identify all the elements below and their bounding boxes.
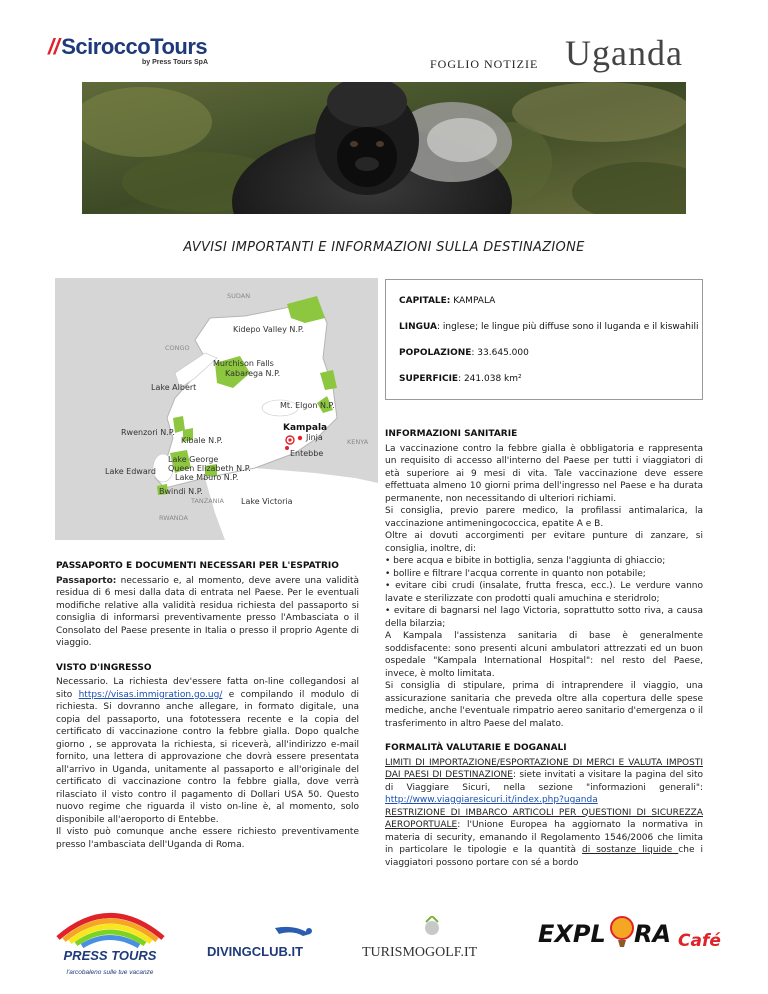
foglio-notizie-label: FOGLIO NOTIZIE xyxy=(430,57,539,71)
turismogolf-text: TURISMOGOLF.IT xyxy=(362,945,478,960)
health-paragraph-1: La vaccinazione contro la febbre gialla è obbligatoria e rappresenta un requisito di accesso all'interno del Paese per tutti i viaggiatori di età superiore ai 9 mesi di vita. Tale vaccinazione deve essere effettuata almeno 10 giorni prima dell'ingresso nel Paese e ha durata permanente, non necessitando di ulteriori richiami. xyxy=(385,443,703,504)
customs-paragraph-2: RESTRIZIONE DI IMBARCO ARTICOLI PER QUESTIONI DI SICUREZZA AEROPORTUALE: l'Unione Europea ha aggiornato la normativa in materia di security, emanando il Regolamento 1546/2006 che limita in particolare le tipologie e la quantità di sostanze liquide che i viaggiatori possono portare con sé a bordo xyxy=(385,807,703,868)
map-label-lake-george: Lake George xyxy=(168,455,219,464)
health-paragraph-2: Si consiglia, previo parere medico, la profilassi antimalarica, la vaccinazione antimeningococcica, epatite A e B. xyxy=(385,506,703,529)
map-label-kampala: Kampala xyxy=(283,423,328,433)
map-label-bwindi: Bwindi N.P. xyxy=(159,487,203,496)
balloon-icon xyxy=(611,917,633,939)
explora-text-2: RA xyxy=(634,920,672,948)
press-tours-logo xyxy=(48,898,173,980)
explora-text-3: Café xyxy=(678,931,721,951)
sciroccotours-logo xyxy=(48,34,208,74)
visa-heading: VISTO D'INGRESSO xyxy=(56,662,152,673)
customs-paragraph-1: LIMITI DI IMPORTAZIONE/ESPORTAZIONE DI MERCI E VALUTA IMPOSTI DAI PAESI DI DESTINAZIONE: siete invitati a visitare la pagina del sito di Viaggiare Sicuri, nella sezione "informazioni generali": http://www.viaggiaresicuri.it/index.php?uganda xyxy=(385,757,703,805)
passport-heading: PASSAPORTO E DOCUMENTI NECESSARI PER L'ESPATRIO xyxy=(56,561,339,571)
map-label-queen-elizabeth: Queen Elizabeth N.P. xyxy=(168,464,251,473)
health-bullet-4: • evitare di bagnarsi nel lago Victoria, soprattutto sotto riva, a causa della bilarzia; xyxy=(385,606,703,629)
health-paragraph-5: Si consiglia di stipulare, prima di intraprendere il viaggio, una assicurazione sanitaria che preveda oltre alla copertura delle spese mediche, anche l'eventuale rimpatrio aereo sanitario d'emergenza o il trasferimento in altro Paese del malato. xyxy=(385,681,703,729)
logo-mark-icon: // xyxy=(48,34,60,59)
map-label-rwanda: RWANDA xyxy=(159,514,188,522)
logo-sub-text: by Press Tours SpA xyxy=(142,59,209,66)
map-label-jinja: Jinja xyxy=(306,433,323,442)
map-label-elgon: Mt. Elgon N.P. xyxy=(280,401,335,410)
fact-lingua: LINGUA: inglese; le lingue più diffuse sono il luganda e il kiswahili xyxy=(399,322,699,332)
right-column xyxy=(385,428,703,881)
press-tours-tagline: l'arcobaleno sulle tue vacanze xyxy=(66,969,154,976)
kampala-dot xyxy=(288,438,291,441)
visa-section xyxy=(56,662,359,852)
health-bullet-3: • evitare cibi crudi (insalate, frutta fresca, ecc.). Le verdure vanno lavate e sterilizzate con prodotti quali amuchina e steridrolo; xyxy=(385,581,703,604)
map-label-lake-victoria: Lake Victoria xyxy=(241,497,293,506)
explora-text-1: EXPL xyxy=(538,920,606,948)
health-bullet-1: • bere acqua e bibite in bottiglia, senza l'aggiunta di ghiaccio; xyxy=(385,556,666,566)
explora-cafe-logo xyxy=(538,900,728,960)
golf-ball-icon xyxy=(425,921,439,935)
entebbe-marker xyxy=(285,446,289,450)
country-title: Uganda xyxy=(565,33,683,73)
passport-paragraph: Passaporto: necessario e, al momento, deve avere una validità residua di 6 mesi dalla data di entrata nel Paese. Per le eventuali modifiche relative alla validità residua richiesta del passaporto si consiglia di informarsi preventivamente presso l'Ambasciata o il Consolato del Paese presente in Italia o presso il proprio Agente di viaggio. xyxy=(56,575,359,648)
divingclub-text: DIVINGCLUB.IT xyxy=(207,944,304,959)
press-tours-text: PRESS TOURS xyxy=(63,948,157,963)
country-facts-box xyxy=(385,279,703,400)
passport-section xyxy=(56,560,359,650)
map-label-rwenzori: Rwenzori N.P. xyxy=(121,428,175,437)
map-label-murchison-1: Murchison Falls xyxy=(213,359,274,368)
health-bullet-2: • bollire e filtrare l'acqua corrente in quanto non potabile; xyxy=(385,568,646,579)
map-label-lake-edward: Lake Edward xyxy=(105,467,156,476)
map-label-tanzania: TANZANIA xyxy=(191,497,224,505)
map-label-mburo: Lake Mburo N.P. xyxy=(175,473,239,482)
turismogolf-logo xyxy=(360,916,510,962)
uganda-map xyxy=(55,278,378,540)
map-label-congo: CONGO xyxy=(165,344,190,352)
visa-link[interactable]: https://visas.immigration.go.ug/ xyxy=(78,689,223,700)
health-paragraph-4: A Kampala l'assistenza sanitaria di base è generalmente soddisfacente: sono presenti alcuni ambulatori attrezzati ed un buon ospedale "Kampala International Hospital": nel resto del Paese, invece, è molto limitata. xyxy=(385,631,703,679)
fact-capitale: CAPITALE: KAMPALA xyxy=(399,296,496,306)
visa-paragraph: Necessario. La richiesta dev'essere fatta on-line collegandosi al sito https://visas.immigration.go.ug/ e compilando il modulo di richiesta. Si dovranno anche allegare, in formato digitale, una copia del passaporto, una fototessera recente e la copia del certificato di vaccinazione contro la febbre gialla. Dopo qualche giorno , se approvata la richiesta, si riceverà, all'indirizzo e-mail fornito, una lettera di approvazione che dovrà essere presentata all'arrivo in Uganda, unitamente al passaporto e all'originale del certificato di vaccinazione contro la febbre gialla, dove verrà rilasciato il visto contro il pagamento di Dollari USA 50. Questo nuovo regime che riguarda il visto on-line è, al momento, solo disponibile all'aeroporto di Entebbe. xyxy=(56,677,359,825)
map-label-sudan: SUDAN xyxy=(227,292,251,300)
customs-section xyxy=(385,742,703,869)
map-label-kibale: Kibale N.P. xyxy=(181,436,223,445)
divingclub-logo xyxy=(205,922,335,966)
gorilla-banner-image xyxy=(82,82,686,214)
map-label-kenya: KENYA xyxy=(347,438,369,446)
logo-main-text: SciroccoTours xyxy=(61,34,208,59)
health-paragraph-3: Oltre ai dovuti accorgimenti per evitare punture di zanzare, si consiglia, inoltre, di: xyxy=(385,531,703,554)
jinja-marker xyxy=(298,436,302,440)
map-label-murchison-2: Kabarega N.P. xyxy=(225,369,281,378)
diver-icon xyxy=(275,927,310,936)
visa-paragraph-2: Il visto può comunque anche essere richiesto preventivamente presso l'ambasciata dell'Uganda di Roma. xyxy=(56,827,359,850)
left-column xyxy=(56,560,359,863)
map-label-kidepo: Kidepo Valley N.P. xyxy=(233,325,305,334)
health-section xyxy=(385,428,703,730)
viaggiare-sicuri-link[interactable]: http://www.viaggiaresicuri.it/index.php?uganda xyxy=(385,795,598,805)
map-label-lake-albert: Lake Albert xyxy=(151,383,197,392)
customs-heading: FORMALITÀ VALUTARIE E DOGANALI xyxy=(385,743,567,753)
health-heading: INFORMAZIONI SANITARIE xyxy=(385,429,518,439)
map-label-entebbe: Entebbe xyxy=(290,449,324,458)
page-title: AVVISI IMPORTANTI E INFORMAZIONI SULLA DESTINAZIONE xyxy=(183,240,585,255)
fact-popolazione: POPOLAZIONE: 33.645.000 xyxy=(399,348,529,358)
fact-superficie: SUPERFICIE: 241.038 km² xyxy=(399,374,522,384)
